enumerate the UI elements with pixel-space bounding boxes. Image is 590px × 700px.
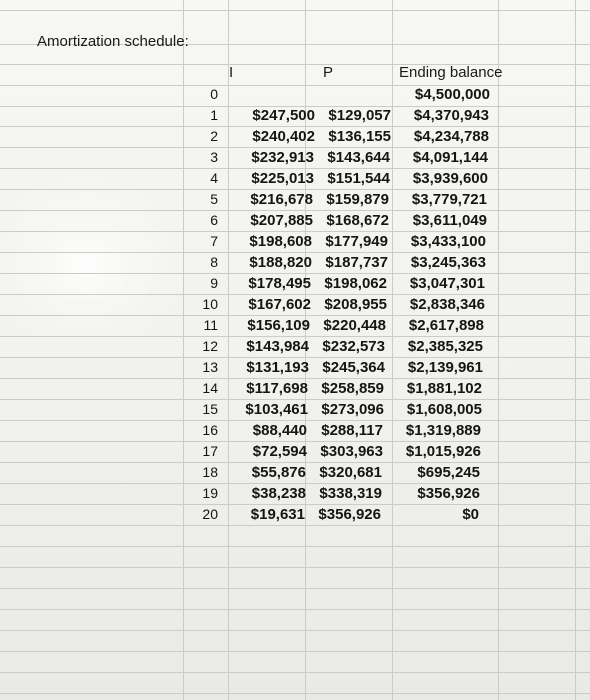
- header-interest: I: [229, 64, 234, 81]
- table-row: [0, 441, 590, 462]
- sheet-title: Amortization schedule:: [37, 33, 189, 50]
- interest-cell[interactable]: $198,608: [249, 233, 312, 250]
- gridline-horizontal: [0, 588, 590, 589]
- interest-cell[interactable]: $72,594: [252, 443, 307, 460]
- period-cell[interactable]: 0: [210, 86, 218, 102]
- interest-cell[interactable]: $240,402: [252, 128, 315, 145]
- principal-cell[interactable]: $288,117: [321, 422, 383, 439]
- principal-cell[interactable]: $136,155: [328, 128, 391, 145]
- gridline-horizontal: [0, 630, 590, 631]
- ending-balance-cell[interactable]: $4,091,144: [412, 149, 488, 166]
- principal-cell[interactable]: $208,955: [324, 296, 387, 313]
- principal-cell[interactable]: $168,672: [326, 212, 389, 229]
- period-cell[interactable]: 11: [203, 317, 218, 333]
- table-row: [0, 420, 590, 441]
- interest-cell[interactable]: $103,461: [245, 401, 308, 418]
- period-cell[interactable]: 10: [202, 296, 218, 312]
- gridline-horizontal: [0, 609, 590, 610]
- period-cell[interactable]: 4: [210, 170, 218, 186]
- period-cell[interactable]: 17: [202, 443, 218, 459]
- principal-cell[interactable]: $187,737: [325, 254, 388, 271]
- principal-cell[interactable]: $273,096: [321, 401, 384, 418]
- period-cell[interactable]: 15: [202, 401, 218, 417]
- table-row: [0, 252, 590, 273]
- period-cell[interactable]: 14: [202, 380, 218, 396]
- interest-cell[interactable]: $88,440: [252, 422, 307, 439]
- table-row: [0, 294, 590, 315]
- header-principal: P: [323, 64, 334, 81]
- ending-balance-cell[interactable]: $3,433,100: [410, 233, 486, 250]
- ending-balance-cell[interactable]: $3,611,049: [412, 212, 487, 229]
- gridline-horizontal: [0, 10, 590, 11]
- ending-balance-cell[interactable]: $2,385,325: [407, 338, 483, 355]
- table-row: [0, 399, 590, 420]
- ending-balance-cell[interactable]: $695,245: [417, 464, 480, 481]
- period-cell[interactable]: 5: [210, 191, 218, 207]
- principal-cell[interactable]: $151,544: [327, 170, 390, 187]
- interest-cell[interactable]: $167,602: [248, 296, 311, 313]
- gridline-horizontal: [0, 693, 590, 694]
- principal-cell[interactable]: $245,364: [322, 359, 385, 376]
- table-row: [0, 357, 590, 378]
- ending-balance-cell[interactable]: $1,015,926: [405, 443, 481, 460]
- ending-balance-cell[interactable]: $2,617,898: [408, 317, 484, 334]
- ending-balance-cell[interactable]: $3,939,600: [412, 170, 488, 187]
- period-cell[interactable]: 8: [210, 254, 218, 270]
- ending-balance-cell[interactable]: $356,926: [417, 485, 480, 502]
- principal-cell[interactable]: [318, 84, 392, 105]
- principal-cell[interactable]: $303,963: [320, 443, 383, 460]
- period-cell[interactable]: 12: [202, 338, 218, 354]
- principal-cell[interactable]: $198,062: [324, 275, 387, 292]
- ending-balance-cell[interactable]: $2,139,961: [407, 359, 483, 376]
- ending-balance-cell[interactable]: $4,500,000: [414, 86, 490, 103]
- table-row: [0, 84, 590, 105]
- ending-balance-cell[interactable]: $3,245,363: [410, 254, 486, 271]
- gridline-horizontal: [0, 567, 590, 568]
- interest-cell[interactable]: [234, 84, 316, 105]
- interest-cell[interactable]: $225,013: [251, 170, 314, 187]
- table-row: [0, 462, 590, 483]
- period-cell[interactable]: 2: [210, 128, 218, 144]
- ending-balance-cell[interactable]: $1,608,005: [406, 401, 482, 418]
- interest-cell[interactable]: $131,193: [246, 359, 309, 376]
- principal-cell[interactable]: $356,926: [318, 506, 381, 523]
- table-row: [0, 210, 590, 231]
- ending-balance-cell[interactable]: $0: [462, 506, 479, 523]
- period-cell[interactable]: 16: [202, 422, 218, 438]
- table-row: [0, 147, 590, 168]
- period-cell[interactable]: 20: [202, 506, 218, 522]
- principal-cell[interactable]: $143,644: [327, 149, 390, 166]
- ending-balance-cell[interactable]: $2,838,346: [409, 296, 485, 313]
- period-cell[interactable]: 1: [210, 107, 218, 123]
- period-cell[interactable]: 3: [210, 149, 218, 165]
- ending-balance-cell[interactable]: $4,234,788: [413, 128, 489, 145]
- interest-cell[interactable]: $178,495: [248, 275, 311, 292]
- table-row: [0, 273, 590, 294]
- interest-cell[interactable]: $55,876: [251, 464, 306, 481]
- table-row: [0, 504, 590, 525]
- principal-cell[interactable]: $129,057: [328, 107, 391, 124]
- period-cell[interactable]: 13: [202, 359, 218, 375]
- ending-balance-cell[interactable]: $3,779,721: [411, 191, 487, 208]
- ending-balance-cell[interactable]: $1,319,889: [405, 422, 481, 439]
- gridline-horizontal: [0, 672, 590, 673]
- table-row: [0, 231, 590, 252]
- header-ending-balance: Ending balance: [399, 64, 503, 81]
- principal-cell[interactable]: $159,879: [326, 191, 389, 208]
- principal-cell[interactable]: $220,448: [323, 317, 386, 334]
- principal-cell[interactable]: $177,949: [325, 233, 388, 250]
- principal-cell[interactable]: $258,859: [321, 380, 384, 397]
- interest-cell[interactable]: $232,913: [251, 149, 314, 166]
- period-cell[interactable]: 9: [210, 275, 218, 291]
- principal-cell[interactable]: $232,573: [322, 338, 385, 355]
- gridline-horizontal: [0, 651, 590, 652]
- table-row: [0, 189, 590, 210]
- period-cell[interactable]: 7: [210, 233, 218, 249]
- interest-cell[interactable]: $143,984: [246, 338, 309, 355]
- table-row: [0, 105, 590, 126]
- table-row: [0, 168, 590, 189]
- table-row: [0, 126, 590, 147]
- table-row: [0, 315, 590, 336]
- ending-balance-cell[interactable]: $3,047,301: [409, 275, 485, 292]
- table-row: [0, 483, 590, 504]
- interest-cell[interactable]: $117,698: [246, 380, 308, 397]
- interest-cell[interactable]: $216,678: [250, 191, 313, 208]
- table-row: [0, 378, 590, 399]
- gridline-horizontal: [0, 546, 590, 547]
- period-cell[interactable]: 6: [210, 212, 218, 228]
- interest-cell[interactable]: $188,820: [249, 254, 312, 271]
- table-row: [0, 336, 590, 357]
- gridline-horizontal: [0, 525, 590, 526]
- period-cell[interactable]: 19: [202, 485, 218, 501]
- interest-cell[interactable]: $19,631: [250, 506, 305, 523]
- interest-cell[interactable]: $156,109: [247, 317, 310, 334]
- interest-cell[interactable]: $207,885: [250, 212, 313, 229]
- ending-balance-cell[interactable]: $1,881,102: [406, 380, 482, 397]
- ending-balance-cell[interactable]: $4,370,943: [413, 107, 489, 124]
- principal-cell[interactable]: $320,681: [319, 464, 382, 481]
- period-cell[interactable]: 18: [202, 464, 218, 480]
- interest-cell[interactable]: $247,500: [252, 107, 315, 124]
- principal-cell[interactable]: $338,319: [319, 485, 382, 502]
- interest-cell[interactable]: $38,238: [251, 485, 306, 502]
